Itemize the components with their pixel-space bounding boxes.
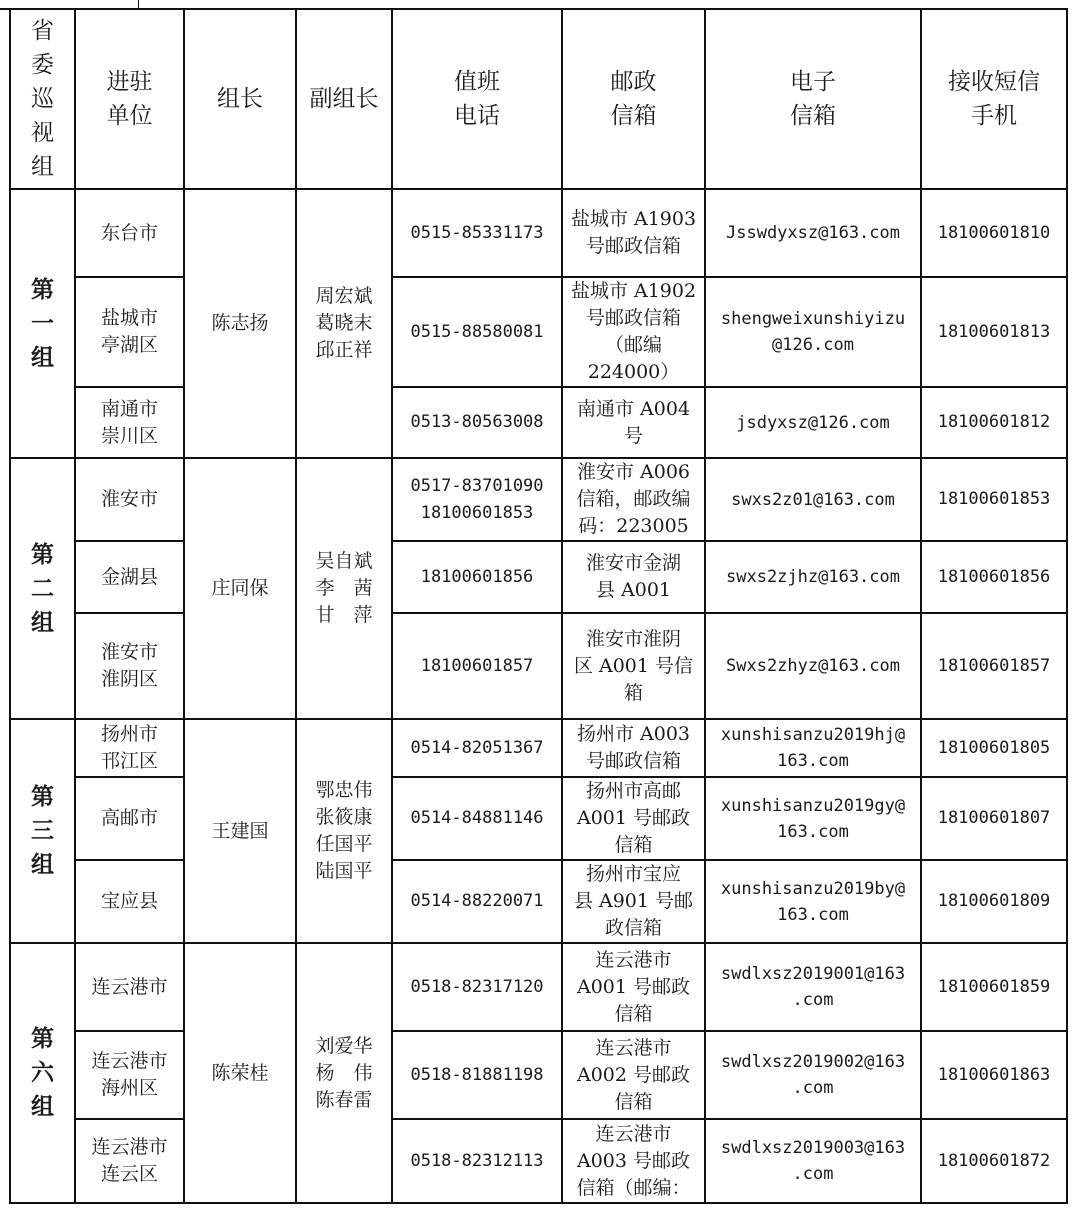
postal-box-cell [562, 777, 705, 860]
leader-cell-line: 庄同保 [211, 577, 269, 599]
deputy-cell-line: 周宏斌 [315, 285, 373, 307]
duty-phone-cell-line: 0514-84881146 [410, 808, 544, 828]
unit-cell [75, 613, 184, 719]
sms-phone-cell [921, 1119, 1067, 1203]
email-cell-line: swxs2z01@163.com [731, 489, 895, 510]
duty-phone-cell [392, 943, 562, 1031]
postal-box-cell-line: 箱 [623, 681, 643, 704]
postal-box-cell-line: 盐城市 A1902 [570, 280, 697, 302]
leader-cell [184, 458, 296, 719]
email-cell-line: swxs2zjhz@163.com [726, 567, 900, 587]
unit-cell [75, 1119, 184, 1203]
deputy-cell-line: 邱正祥 [315, 339, 373, 361]
unit-cell-line: 连云港市 [91, 1050, 168, 1072]
header-deputy: 副组长 [296, 9, 392, 189]
sms-phone-cell [921, 387, 1067, 458]
email-cell [705, 458, 921, 541]
unit-cell [75, 541, 184, 613]
email-cell-line: xunshisanzu2019hj@ [720, 725, 906, 745]
leader-cell [184, 189, 296, 458]
sms-phone-cell [921, 189, 1067, 277]
header-postal-box: 邮政信箱 [562, 9, 705, 189]
unit-cell-line: 连云区 [100, 1163, 158, 1185]
duty-phone-cell [392, 1031, 562, 1119]
postal-box-cell [562, 277, 705, 387]
postal-box-cell-line: 信箱（邮编： [576, 1176, 691, 1199]
postal-box-cell-line: 南通市 A004 [576, 397, 691, 420]
sms-phone-cell-line: 18100601856 [937, 566, 1051, 587]
unit-cell-line: 盐城市 [100, 307, 158, 329]
group-name-text: 第二组 [31, 540, 54, 636]
deputy-cell-line: 任国平 [315, 833, 373, 855]
sms-phone-cell-line: 18100601859 [937, 976, 1051, 997]
email-cell [705, 777, 921, 860]
sms-phone-cell [921, 613, 1067, 719]
duty-phone-cell [392, 860, 562, 943]
header-row [10, 9, 1067, 189]
duty-phone-cell-line: 18100601856 [420, 566, 534, 587]
sms-phone-cell [921, 1031, 1067, 1119]
unit-cell [75, 860, 184, 943]
duty-phone-cell [392, 613, 562, 719]
postal-box-cell [562, 613, 705, 719]
duty-phone-cell-line: 18100601853 [420, 502, 534, 523]
email-cell [705, 541, 921, 613]
email-cell-line: shengweixunshiyizu [720, 309, 906, 329]
email-cell-line: swdlxsz2019001@163 [720, 964, 906, 984]
unit-cell [75, 719, 184, 777]
postal-box-cell [562, 1031, 705, 1119]
postal-box-cell-line: A001 号邮政 [576, 975, 691, 998]
unit-cell-line: 淮安市 [100, 641, 158, 663]
unit-cell-line: 连云港市 [91, 975, 168, 998]
unit-cell-line: 海州区 [100, 1077, 158, 1099]
postal-box-cell-line: 信箱 [614, 834, 653, 856]
postal-box-cell-line: 扬州市高邮 [585, 780, 681, 802]
deputy-cell-line: 陈春雷 [315, 1088, 373, 1111]
postal-box-cell-line: 区 A001 号信 [573, 654, 694, 677]
postal-box-cell-line: 号邮政信箱 [585, 235, 681, 257]
postal-box-cell-line: 淮安市金湖 [585, 552, 681, 574]
postal-box-cell [562, 387, 705, 458]
duty-phone-cell-line: 0518-82317120 [410, 976, 544, 997]
duty-phone-cell [392, 1119, 562, 1203]
unit-cell-line: 邗江区 [100, 750, 158, 772]
header-sms-phone: 接收短信手机 [921, 9, 1067, 189]
postal-box-cell-line: 号邮政信箱 [585, 750, 681, 772]
header-unit: 进驻单位 [75, 9, 184, 189]
sms-phone-cell [921, 719, 1067, 777]
sms-phone-cell [921, 277, 1067, 387]
unit-cell-line: 亭湖区 [100, 334, 158, 356]
header-email: 电子信箱 [705, 9, 921, 189]
duty-phone-cell-line: 0515-88580081 [410, 321, 544, 342]
deputy-cell-line: 鄂忠伟 [315, 779, 373, 801]
deputy-cell-line: 甘 萍 [315, 604, 373, 626]
header-leader: 组长 [184, 9, 296, 189]
unit-cell-line: 连云港市 [91, 1136, 168, 1158]
email-cell [705, 1031, 921, 1119]
sms-phone-cell-line: 18100601805 [937, 737, 1051, 758]
duty-phone-cell [392, 189, 562, 277]
postal-box-cell [562, 189, 705, 277]
sms-phone-cell-line: 18100601872 [937, 1150, 1051, 1171]
email-cell-line: 163.com [777, 821, 849, 842]
duty-phone-cell-line: 0518-82312113 [410, 1150, 544, 1171]
unit-cell-line: 淮安市 [100, 488, 158, 510]
sms-phone-cell-line: 18100601809 [937, 891, 1051, 911]
email-cell [705, 719, 921, 777]
email-cell-line: swdlxsz2019002@163 [720, 1052, 906, 1072]
postal-box-cell-line: 扬州市 A003 [576, 723, 691, 745]
duty-phone-cell [392, 387, 562, 458]
deputy-cell-line: 吴自斌 [315, 550, 373, 572]
group-name-text: 第六组 [31, 1025, 54, 1120]
email-cell-line: .com [792, 990, 834, 1010]
postal-box-cell-line: 信箱，邮政编 [576, 488, 691, 510]
email-cell [705, 613, 921, 719]
unit-cell [75, 277, 184, 387]
table-row [10, 541, 1067, 613]
sms-phone-cell-line: 18100601810 [937, 222, 1051, 243]
postal-box-cell [562, 458, 705, 541]
duty-phone-cell [392, 458, 562, 541]
sms-phone-cell [921, 943, 1067, 1031]
email-cell-line: Swxs2zhyz@163.com [726, 656, 900, 676]
postal-box-cell-line: 淮安市淮阴 [585, 627, 681, 650]
email-cell-line: @126.com [772, 335, 854, 355]
postal-box-cell-line: 码：223005 [578, 515, 689, 537]
duty-phone-cell [392, 719, 562, 777]
unit-cell-line: 金湖县 [100, 565, 158, 588]
group-name [10, 719, 75, 943]
deputy-cell-line: 陆国平 [315, 860, 373, 882]
top-tick-mark [138, 0, 139, 8]
postal-box-cell [562, 719, 705, 777]
duty-phone-cell [392, 541, 562, 613]
duty-phone-cell-line: 18100601857 [420, 655, 534, 676]
sms-phone-cell-line: 18100601812 [937, 412, 1051, 432]
postal-box-cell-line: A002 号邮政 [576, 1063, 691, 1086]
duty-phone-cell [392, 277, 562, 387]
table-row [10, 943, 1067, 1031]
email-cell-line: .com [792, 1164, 834, 1184]
header-inspection-group: 省委巡视组 [10, 9, 75, 189]
deputy-cell-line: 葛晓末 [315, 312, 373, 334]
sms-phone-cell-line: 18100601813 [937, 321, 1051, 342]
deputy-cell-line: 刘爱华 [315, 1034, 373, 1057]
unit-cell [75, 387, 184, 458]
table-row [10, 719, 1067, 777]
deputy-cell-line: 杨 伟 [315, 1061, 373, 1084]
postal-box-cell-line: 扬州市宝应 [585, 863, 681, 885]
unit-cell [75, 943, 184, 1031]
unit-cell [75, 777, 184, 860]
email-cell-line: .com [792, 1078, 834, 1098]
sms-phone-cell-line: 18100601857 [937, 655, 1051, 676]
postal-box-cell-line: 224000） [587, 361, 680, 383]
table-row [10, 1119, 1067, 1203]
unit-cell [75, 458, 184, 541]
postal-box-cell [562, 860, 705, 943]
postal-box-cell-line: 号邮政信箱 [585, 307, 681, 329]
deputy-cell-line: 张筱康 [315, 806, 373, 828]
email-cell-line: 163.com [777, 751, 849, 771]
table-row [10, 777, 1067, 860]
email-cell [705, 387, 921, 458]
group-name-text: 第三组 [31, 783, 54, 878]
unit-cell-line: 南通市 [100, 397, 158, 420]
leader-cell [184, 943, 296, 1203]
leader-cell-line: 陈荣桂 [211, 1061, 269, 1084]
leader-cell-line: 陈志扬 [211, 312, 269, 334]
sms-phone-cell [921, 458, 1067, 541]
leader-cell-line: 王建国 [211, 819, 269, 842]
email-cell [705, 1119, 921, 1203]
deputy-cell-line: 李 茜 [315, 577, 373, 599]
sms-phone-cell [921, 777, 1067, 860]
header-duty-phone: 值班电话 [392, 9, 562, 189]
sms-phone-cell [921, 860, 1067, 943]
deputy-cell [296, 458, 392, 719]
postal-box-cell-line: 信箱 [614, 1090, 653, 1113]
postal-box-cell-line: 连云港市 [595, 1122, 672, 1145]
email-cell-line: 163.com [777, 904, 849, 925]
postal-box-cell-line: 淮安市 A006 [576, 461, 691, 483]
leader-cell [184, 719, 296, 943]
unit-cell-line: 高邮市 [100, 807, 158, 829]
postal-box-cell-line: 政信箱 [604, 917, 662, 939]
deputy-cell [296, 189, 392, 458]
group-name [10, 189, 75, 458]
postal-box-cell-line: （邮编 [604, 334, 662, 356]
email-cell [705, 189, 921, 277]
table-row [10, 860, 1067, 943]
table-row [10, 1031, 1067, 1119]
unit-cell-line: 东台市 [100, 221, 158, 244]
unit-cell [75, 1031, 184, 1119]
email-cell-line: swdlxsz2019003@163 [720, 1138, 906, 1158]
unit-cell-line: 崇川区 [100, 424, 158, 447]
postal-box-cell-line: A001 号邮政 [576, 807, 691, 829]
duty-phone-cell-line: 0514-88220071 [410, 891, 544, 911]
email-cell [705, 860, 921, 943]
postal-box-cell-line: 信箱 [614, 1002, 653, 1025]
email-cell-line: xunshisanzu2019by@ [720, 878, 906, 899]
inspection-contact-table [9, 8, 1068, 1204]
email-cell [705, 943, 921, 1031]
postal-box-cell [562, 943, 705, 1031]
email-cell-line: xunshisanzu2019gy@ [720, 795, 906, 816]
unit-cell-line: 淮阴区 [100, 668, 158, 690]
table-row [10, 277, 1067, 387]
table-row [10, 387, 1067, 458]
postal-box-cell-line: 连云港市 [595, 1036, 672, 1059]
duty-phone-cell-line: 0518-81881198 [410, 1064, 544, 1085]
deputy-cell [296, 943, 392, 1203]
group-name [10, 943, 75, 1203]
postal-box-cell-line: 号 [623, 424, 643, 447]
group-name [10, 458, 75, 719]
sms-phone-cell [921, 541, 1067, 613]
email-cell-line: jsdyxsz@126.com [736, 412, 890, 433]
group-name-text: 第一组 [31, 275, 54, 371]
postal-box-cell [562, 541, 705, 613]
duty-phone-cell [392, 777, 562, 860]
unit-cell-line: 宝应县 [100, 890, 158, 912]
postal-box-cell-line: 盐城市 A1903 [570, 208, 697, 230]
unit-cell-line: 扬州市 [100, 723, 158, 745]
table-row [10, 613, 1067, 719]
duty-phone-cell-line: 0515-85331173 [410, 222, 544, 243]
sms-phone-cell-line: 18100601807 [937, 808, 1051, 828]
table-row [10, 189, 1067, 277]
duty-phone-cell-line: 0514-82051367 [410, 737, 544, 758]
sms-phone-cell-line: 18100601853 [937, 489, 1051, 509]
postal-box-cell-line: 连云港市 [595, 948, 672, 971]
email-cell [705, 277, 921, 387]
deputy-cell [296, 719, 392, 943]
duty-phone-cell-line: 0517-83701090 [410, 475, 544, 496]
email-cell-line: Jsswdyxsz@163.com [726, 223, 900, 243]
postal-box-cell-line: A003 号邮政 [576, 1149, 691, 1172]
duty-phone-cell-line: 0513-80563008 [410, 412, 544, 432]
postal-box-cell-line: 县 A901 号邮 [573, 890, 694, 912]
unit-cell [75, 189, 184, 277]
postal-box-cell-line: 县 A001 [595, 579, 672, 601]
table-row [10, 458, 1067, 541]
sms-phone-cell-line: 18100601863 [937, 1064, 1051, 1085]
postal-box-cell [562, 1119, 705, 1203]
